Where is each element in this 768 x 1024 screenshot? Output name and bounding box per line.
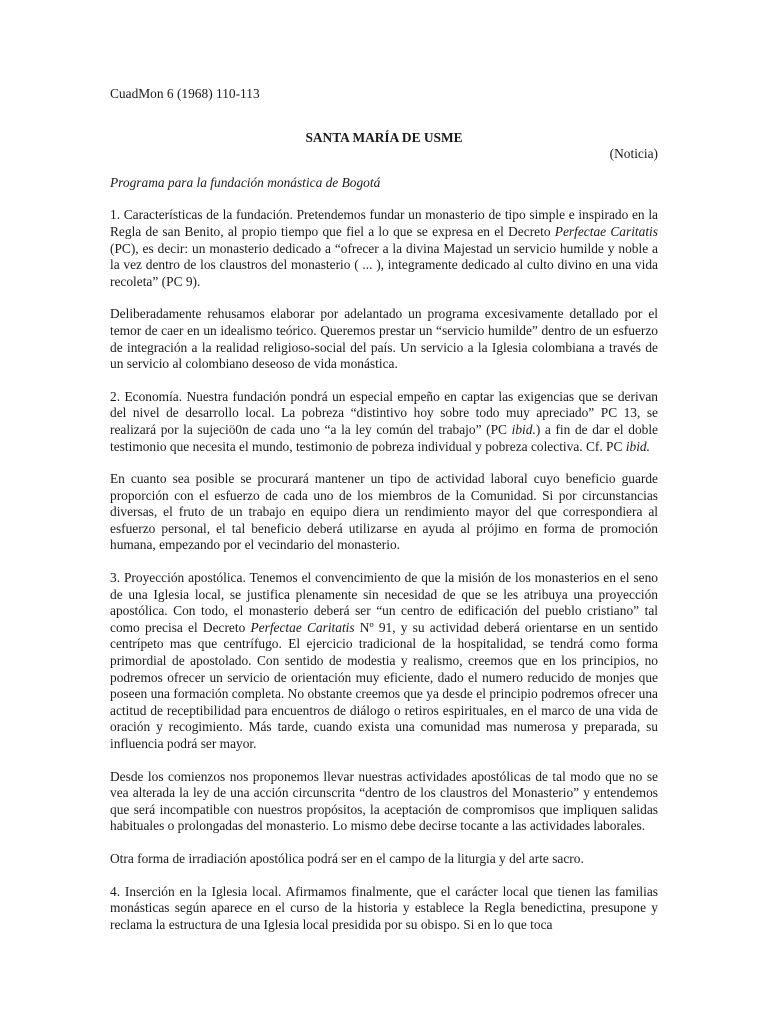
paragraph-proyeccion-apostolica bbox=[110, 570, 658, 753]
paragraph-iglesia-local: 4. Inserción en la Iglesia local. Afirmamos finalmente, que el carácter local que tienen las familias monásticas según aparece en el curso de la historia y establece la Regla benedictina, presupone y reclama la estructura de una Iglesia local presidida por su obispo. Si en lo que toca bbox=[110, 883, 658, 932]
document-note: (Noticia) bbox=[609, 146, 658, 162]
decree-name: Perfectae Caritatis bbox=[554, 223, 658, 239]
ibid-reference: ibid. bbox=[511, 421, 536, 437]
paragraph-programa: Deliberadamente rehusamos elaborar por adelantado un programa excesivamente detallado por el temor de caer en un idealismo teórico. Queremos prestar un “servicio humilde” dentro de un esfuerzo de integración a la realidad religioso-social del país. Un servicio a la Iglesia colombiana a través de un servicio al colombiano deseoso de vida monástica. bbox=[110, 306, 658, 372]
paragraph-caracteristicas bbox=[110, 207, 658, 290]
paragraph-liturgia: Otra forma de irradiación apostólica podrá ser en el campo de la liturgia y del arte sacro. bbox=[110, 850, 584, 866]
ibid-reference: ibid. bbox=[625, 438, 650, 454]
paragraph-economia bbox=[110, 389, 658, 455]
source-citation: CuadMon 6 (1968) 110-113 bbox=[110, 86, 260, 101]
text-run: ) a fin de dar el doble testimonio que necesita el mundo, testimonio de pobreza individual y pobreza colectiva. Cf. PC bbox=[110, 421, 659, 454]
paragraph-actividad-laboral: En cuanto sea posible se procurará mantener un tipo de actividad laboral cuyo beneficio guarde proporción con el esfuerzo de cada uno de los miembros de la Comunidad. Si por circunstancias diversas, el fruto de un trabajo en equipo diera un rendimiento mayor del que correspondiera al esfuerzo personal, el tal beneficio deberá utilizarse en ayuda al prójimo en forma de promoción humana, empezando por el vecindario del monasterio. bbox=[110, 471, 658, 553]
text-run: 1. Características de la fundación. Pretendemos fundar un monasterio de tipo simple e inspirado en la Regla de san Benito, al propio tiempo que fiel a lo que se expresa en el Decreto bbox=[110, 207, 658, 239]
decree-name: Perfectae Caritatis bbox=[250, 619, 355, 635]
document-page bbox=[110, 86, 658, 933]
text-run: 3. Proyección apostólica. Tenemos el convencimiento de que la misión de los monasterios en el seno de una Iglesia local, se justifica plenamente sin necesidad de que se les atribuya una proyección apostólica. Con todo, el monasterio deberá ser “un centro de edificación del pueblo cristiano” tal como precisa el Decreto bbox=[110, 570, 658, 635]
text-run: (PC), es decir: un monasterio dedicado a “ofrecer a la divina Majestad un servicio humilde y noble a la vez dentro de los claustros del monasterio ( ... ), integramente dedicado al culto divino en una vida recoleta” (PC 9). bbox=[110, 240, 658, 289]
paragraph-actividades-apostolicas: Desde los comienzos nos proponemos llevar nuestras actividades apostólicas de tal modo que no se vea alterada la ley de una acción circunscrita “dentro de los claustros del Monasterio” y entendemos que será incompatible con nuestros propósitos, la aceptación de compromisos que impliquen salidas habituales o prolongadas del monasterio. Lo mismo debe decirse tocante a las actividades laborales. bbox=[110, 768, 658, 834]
text-run: Nº 91, y su actividad deberá orientarse en un sentido centrípeto mas que centrífugo. El ejercicio tradicional de la hospitalidad, se tendrá como forma primordial de apostolado. Con sentido de modestia y realismo, creemos que en los principios, no podremos ofrecer un servicio de orientación muy eficiente, dado el numero reducido de monjes que poseen una formación completa. No obstante creemos que ya desde el principio podremos ofrecer una actitud de receptibilidad para encuentros de diálogo o retiros espirituales, en el marco de una vida de oración y recogimiento. Más tarde, cuando exista una comunidad mas numerosa y preparada, su influencia podrá ser mayor. bbox=[110, 619, 658, 751]
document-title: SANTA MARÍA DE USME bbox=[305, 129, 463, 145]
document-subtitle: Programa para la fundación monástica de Bogotá bbox=[110, 174, 381, 190]
text-run: 2. Economía. Nuestra fundación pondrá un especial empeño en captar las exigencias que se derivan del nivel de desarrollo local. La pobreza “distintivo hoy sobre todo muy apreciado” PC 13, se realizará por la sujeciö0n de cada uno “a la ley común del trabajo” (PC bbox=[110, 388, 658, 437]
